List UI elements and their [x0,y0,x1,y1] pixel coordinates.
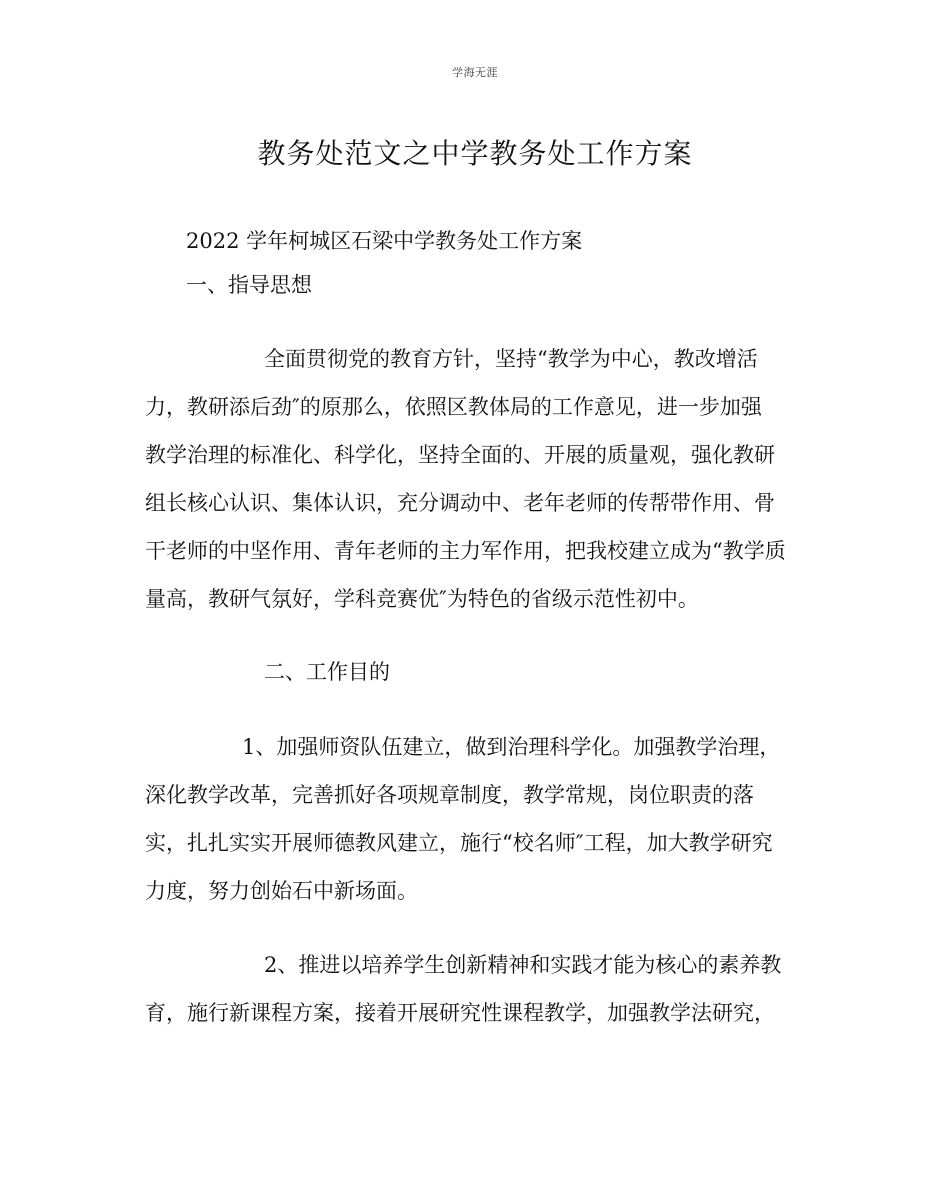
section-heading-guiding-ideology: 一、指导思想 [186,273,312,297]
paragraph-line: 组长核心认识、集体认识，充分调动中、老年老师的传帮带作用、骨 [145,491,775,515]
page-header: 学海无涯 [452,66,498,79]
paragraph-line: 全面贯彻党的教育方针，坚持“教学为中心，教改增活 [264,347,758,371]
paragraph-line: 力度，努力创始石中新场面。 [145,879,418,903]
paragraph-line: 实，扎扎实实开展师德教风建立，施行“校名师″工程，加大教学研究 [145,831,773,855]
subtitle: 2022 学年柯城区石梁中学教务处工作方案 [186,229,583,253]
paragraph-line: 干老师的中坚作用、青年老师的主力军作用，把我校建立成为“教学质 [145,539,786,563]
paragraph-line: 量高，教研气氛好，学科竞赛优″为特色的省级示范性初中。 [145,587,699,611]
paragraph-line: 2、推进以培养学生创新精神和实践才能为核心的素养教 [264,953,782,977]
paragraph-line: 育，施行新课程方案，接着开展研究性课程教学，加强教学法研究， [145,1001,775,1025]
document-title: 教务处范文之中学教务处工作方案 [257,137,693,170]
paragraph-line: 教学治理的标准化、科学化，坚持全面的、开展的质量观，强化教研 [145,443,775,467]
paragraph-line: 1、加强师资队伍建立，做到治理科学化。加强教学治理， [242,735,781,759]
paragraph-line: 力，教研添后劲″的原那么，依照区教体局的工作意见，进一步加强 [145,395,762,419]
section-heading-work-goals: 二、工作目的 [264,660,390,684]
paragraph-line: 深化教学改革，完善抓好各项规章制度，教学常规，岗位职责的落 [145,783,754,807]
